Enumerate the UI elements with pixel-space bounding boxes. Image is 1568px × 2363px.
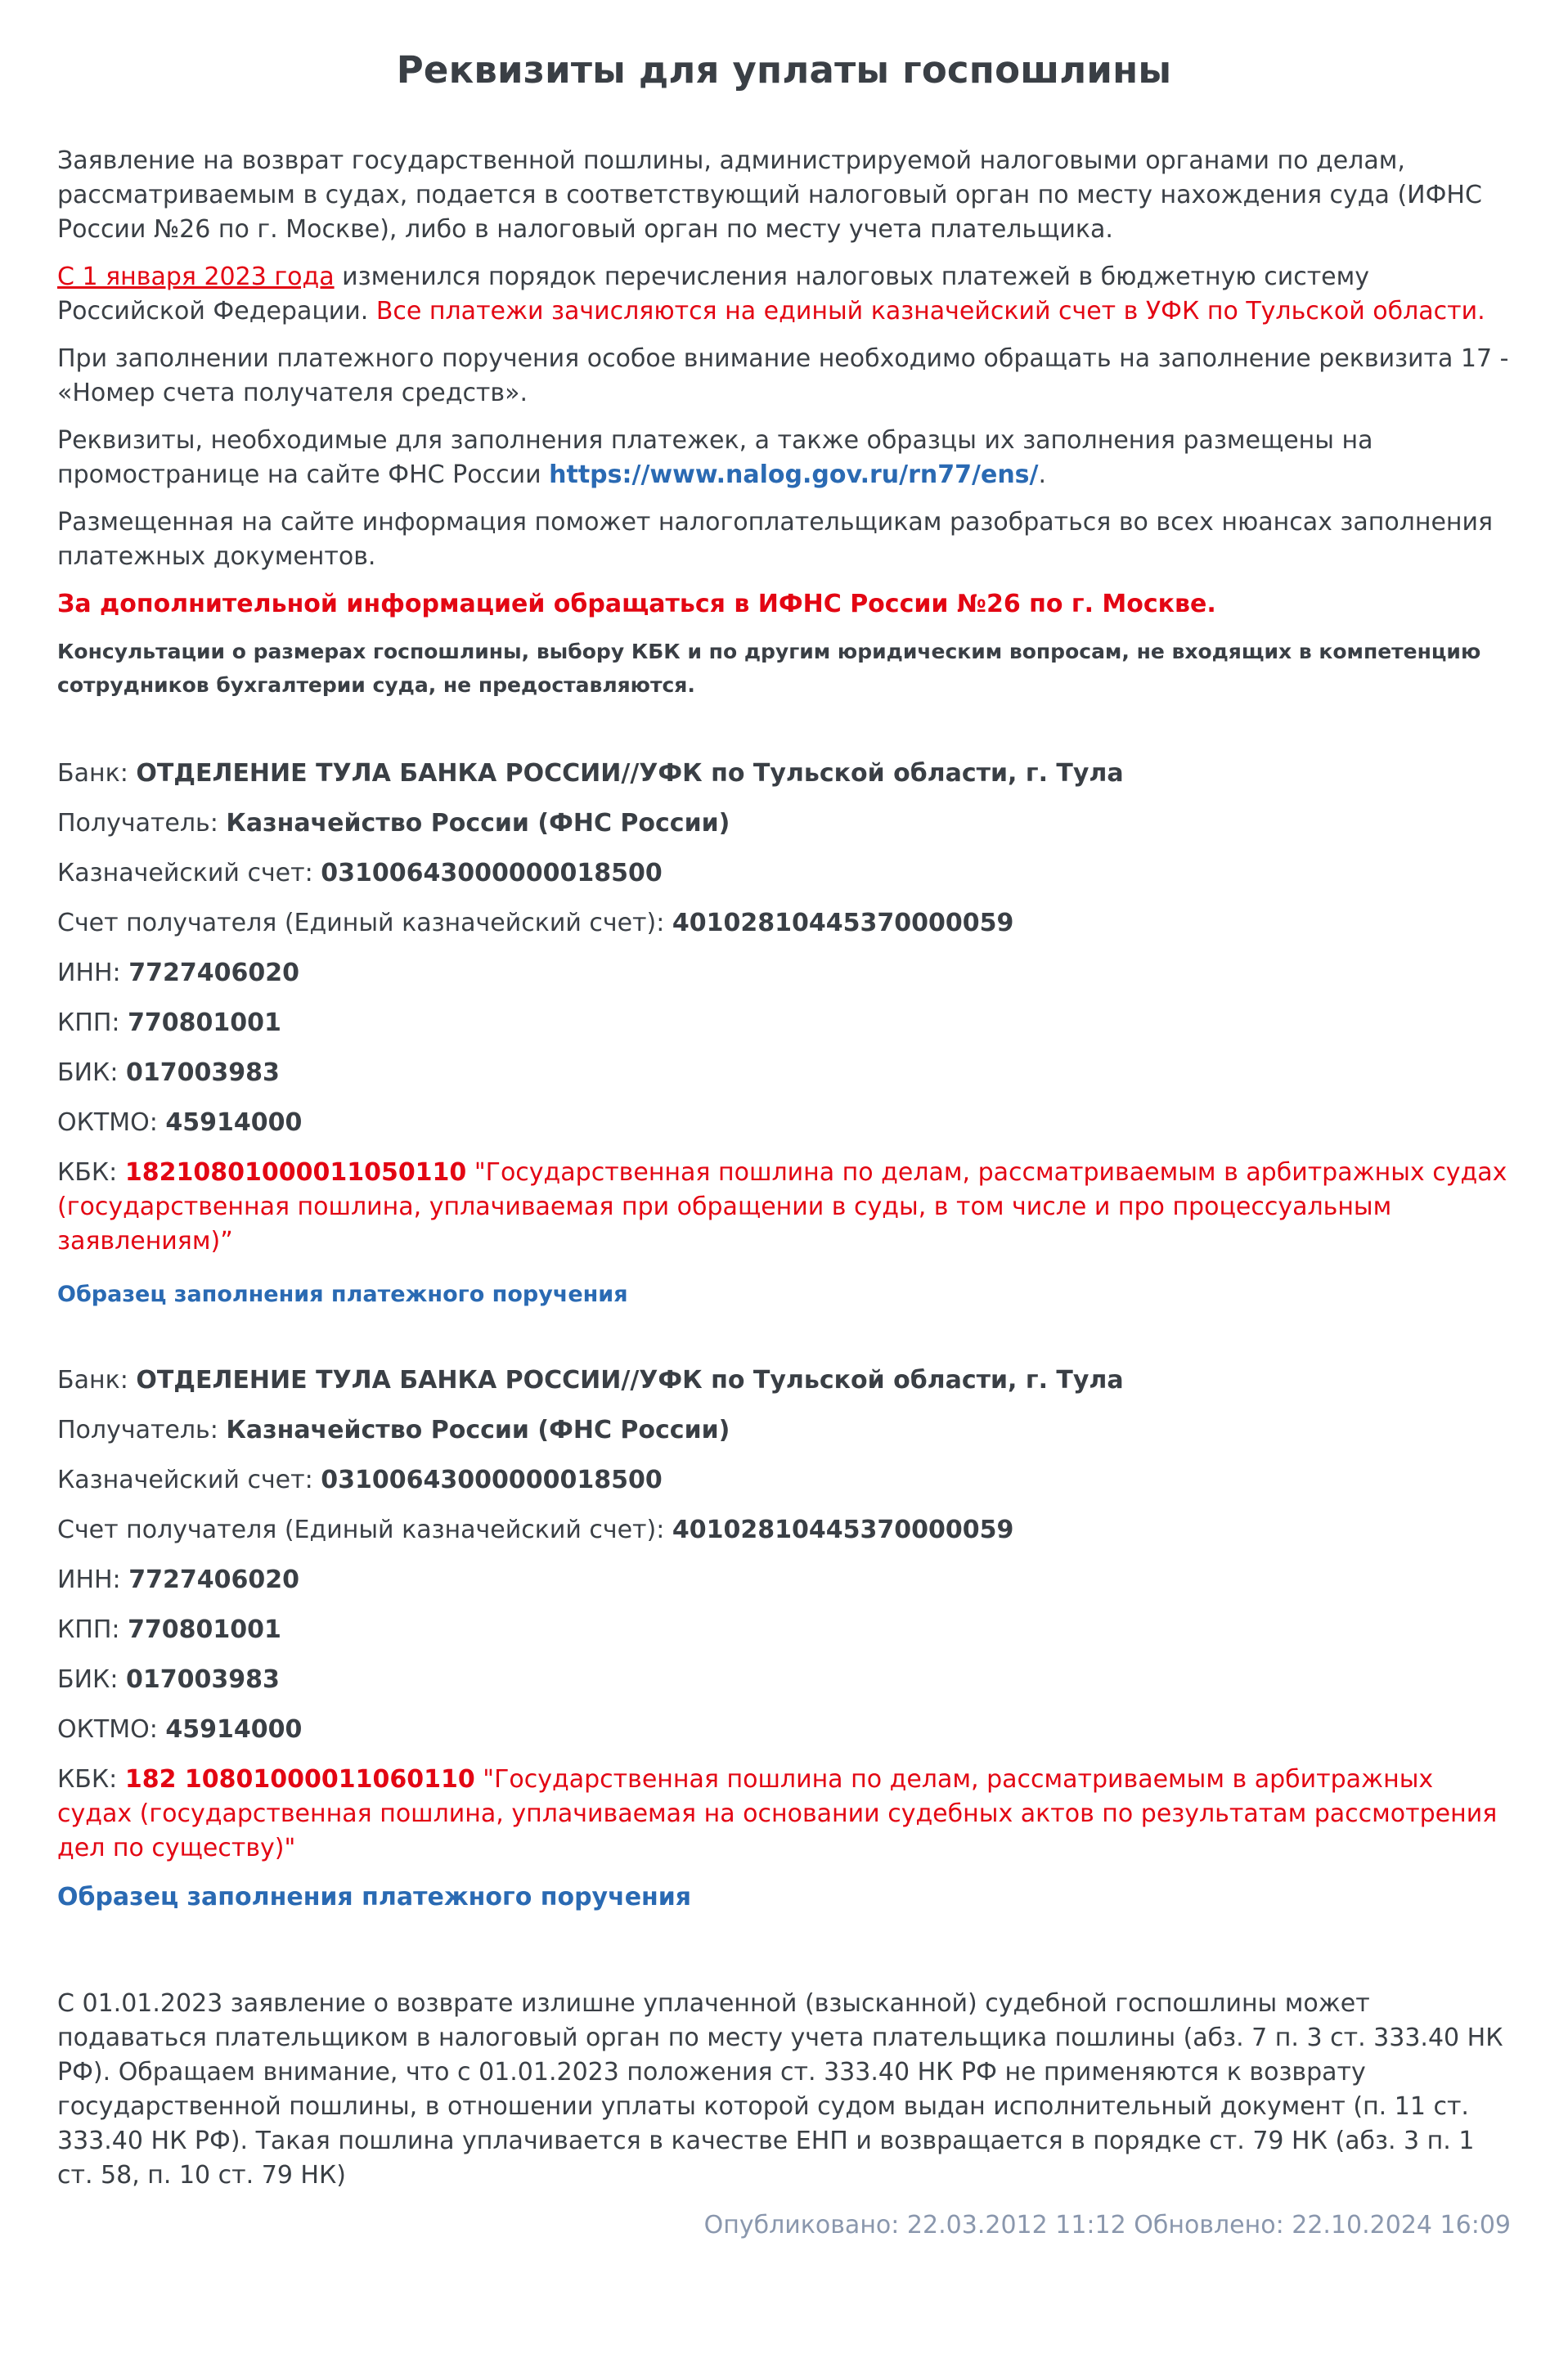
treasury-account-value: 03100643000000018500: [321, 859, 663, 887]
recipient-label: Получатель:: [57, 809, 227, 838]
kpp-value: 770801001: [128, 1009, 281, 1037]
kbk-row: [57, 1763, 1511, 1866]
treasury-account-row: [57, 1463, 1511, 1513]
kbk-label: КБК:: [57, 1158, 125, 1187]
inn-label: ИНН:: [57, 959, 129, 987]
kpp-label: КПП:: [57, 1009, 128, 1037]
oktmo-value: 45914000: [165, 1715, 303, 1744]
oktmo-row: [57, 1713, 1511, 1763]
oktmo-value: 45914000: [165, 1108, 303, 1137]
sample-link-2[interactable]: Образец заполнения платежного поручения: [57, 1883, 692, 1912]
bik-label: БИК:: [57, 1665, 126, 1694]
kbk-description: "Государственная пошлина по делам, рассматриваемым в арбитражных судах (государственная пошлина, уплачиваемая на основании судебных актов по результатам рассмотрения дел по существу)": [57, 1765, 1498, 1862]
recipient-value: Казначейство России (ФНС России): [226, 809, 730, 838]
inn-row: [57, 1563, 1511, 1613]
date-link[interactable]: С 1 января 2023 года: [57, 263, 335, 291]
intro-paragraph-2: [57, 260, 1511, 329]
inn-value: 7727406020: [128, 1566, 299, 1594]
oktmo-label: ОКТМО:: [57, 1715, 166, 1744]
oktmo-label: ОКТМО:: [57, 1108, 166, 1137]
bik-label: БИК:: [57, 1058, 126, 1087]
kbk-code: 182 10801000011060110: [124, 1765, 475, 1794]
treasury-account-row: [57, 856, 1511, 906]
intro-paragraph-5: Размещенная на сайте информация поможет налогоплательщикам разобраться во всех нюансах заполнения платежных документов.: [57, 508, 1494, 571]
recipient-account-label: Счет получателя (Единый казначейский счет):: [57, 909, 672, 937]
bik-value: 017003983: [125, 1665, 280, 1694]
recipient-row: [57, 1413, 1511, 1463]
recipient-label: Получатель:: [57, 1416, 227, 1444]
treasury-account-label: Казначейский счет:: [57, 859, 321, 887]
requisites-block-1: [57, 757, 1511, 1311]
footer-note: С 01.01.2023 заявление о возврате излишне уплаченной (взысканной) судебной госпошлины может подаваться плательщиком в налоговый орган по месту учета плательщика пошлины (абз. 7 п. 3 ст. 333.40 НК РФ). Обращаем внимание, что с 01.01.2023 положения ст. 333.40 НК РФ не применяются к возврату государственной пошлины, в отношении уплаты которой судом выдан исполнительный документ (п. 11 ст. 333.40 НК РФ). Такая пошлина уплачивается в качестве ЕНП и возвращается в порядке ст. 79 НК (абз. 3 п. 1 ст. 58, п. 10 ст. 79 НК): [57, 1989, 1503, 2190]
treasury-account-value: 03100643000000018500: [321, 1466, 663, 1494]
oktmo-row: [57, 1106, 1511, 1156]
bank-row: [57, 1363, 1511, 1413]
page-title: Реквизиты для уплаты госпошлины: [396, 48, 1172, 92]
recipient-account-value: 40102810445370000059: [672, 909, 1014, 937]
intro-paragraph-2-text: изменился порядок перечисления налоговых платежей в бюджетную систему Российской Федерации.: [57, 263, 1370, 326]
kpp-label: КПП:: [57, 1615, 128, 1644]
kpp-row: [57, 1006, 1511, 1056]
intro-paragraph-2-red: Все платежи зачисляются на единый казначейский счет в УФК по Тульской области.: [375, 297, 1485, 326]
bank-label: Банк:: [57, 1366, 137, 1395]
requisites-block-2: [57, 1363, 1511, 1915]
kbk-label: КБК:: [57, 1765, 125, 1794]
bik-value: 017003983: [125, 1058, 280, 1087]
recipient-account-label: Счет получателя (Единый казначейский счет):: [57, 1516, 672, 1544]
bik-row: [57, 1056, 1511, 1106]
kbk-code: 18210801000011050110: [124, 1158, 467, 1187]
bik-row: [57, 1663, 1511, 1713]
kpp-value: 770801001: [128, 1615, 281, 1644]
bank-row: [57, 757, 1511, 806]
published-info: Опубликовано: 22.03.2012 11:12 Обновлено: 22.10.2024 16:09: [703, 2211, 1511, 2239]
inn-label: ИНН:: [57, 1566, 129, 1594]
kbk-description: "Государственная пошлина по делам, рассматриваемым в арбитражных судах (государственная пошлина, уплачиваемая при обращении в суды, в том числе и про процессуальным заявлениям)”: [57, 1158, 1507, 1256]
recipient-row: [57, 806, 1511, 856]
recipient-account-row: [57, 1513, 1511, 1563]
intro-paragraph-4-text: Реквизиты, необходимые для заполнения платежек, а также образцы их заполнения размещены на промостранице на сайте ФНС России: [57, 426, 1373, 489]
recipient-value: Казначейство России (ФНС России): [226, 1416, 730, 1444]
contact-notice: За дополнительной информацией обращаться в ИФНС России №26 по г. Москве.: [57, 590, 1216, 618]
bank-value: ОТДЕЛЕНИЕ ТУЛА БАНКА РОССИИ//УФК по Тульской области, г. Тула: [136, 759, 1124, 788]
kpp-row: [57, 1613, 1511, 1663]
bank-value: ОТДЕЛЕНИЕ ТУЛА БАНКА РОССИИ//УФК по Тульской области, г. Тула: [136, 1366, 1124, 1395]
intro-section: [57, 144, 1511, 702]
intro-paragraph-4: [57, 424, 1511, 492]
sample-link-1[interactable]: Образец заполнения платежного поручения: [57, 1282, 628, 1307]
recipient-account-row: [57, 906, 1511, 956]
treasury-account-label: Казначейский счет:: [57, 1466, 321, 1494]
intro-paragraph-1: Заявление на возврат государственной пошлины, администрируемой налоговыми органами по делам, рассматриваемым в судах, подается в соответствующий налоговый орган по месту нахождения суда (ИФНС России №26 по г. Москве), либо в налоговый орган по месту учета плательщика.: [57, 146, 1482, 244]
nalog-link[interactable]: https://www.nalog.gov.ru/rn77/ens/: [549, 460, 1039, 489]
recipient-account-value: 40102810445370000059: [672, 1516, 1014, 1544]
consult-notice: Консультации о размерах госпошлины, выбору КБК и по другим юридическим вопросам, не входящих в компетенцию сотрудников бухгалтерии суда, не предоставляются.: [57, 640, 1481, 697]
inn-value: 7727406020: [128, 959, 299, 987]
kbk-row: [57, 1156, 1511, 1259]
bank-label: Банк:: [57, 759, 137, 788]
intro-paragraph-3: При заполнении платежного поручения особое внимание необходимо обращать на заполнение реквизита 17 - «Номер счета получателя средств».: [57, 344, 1509, 407]
inn-row: [57, 956, 1511, 1006]
intro-paragraph-4-end: .: [1038, 460, 1047, 489]
